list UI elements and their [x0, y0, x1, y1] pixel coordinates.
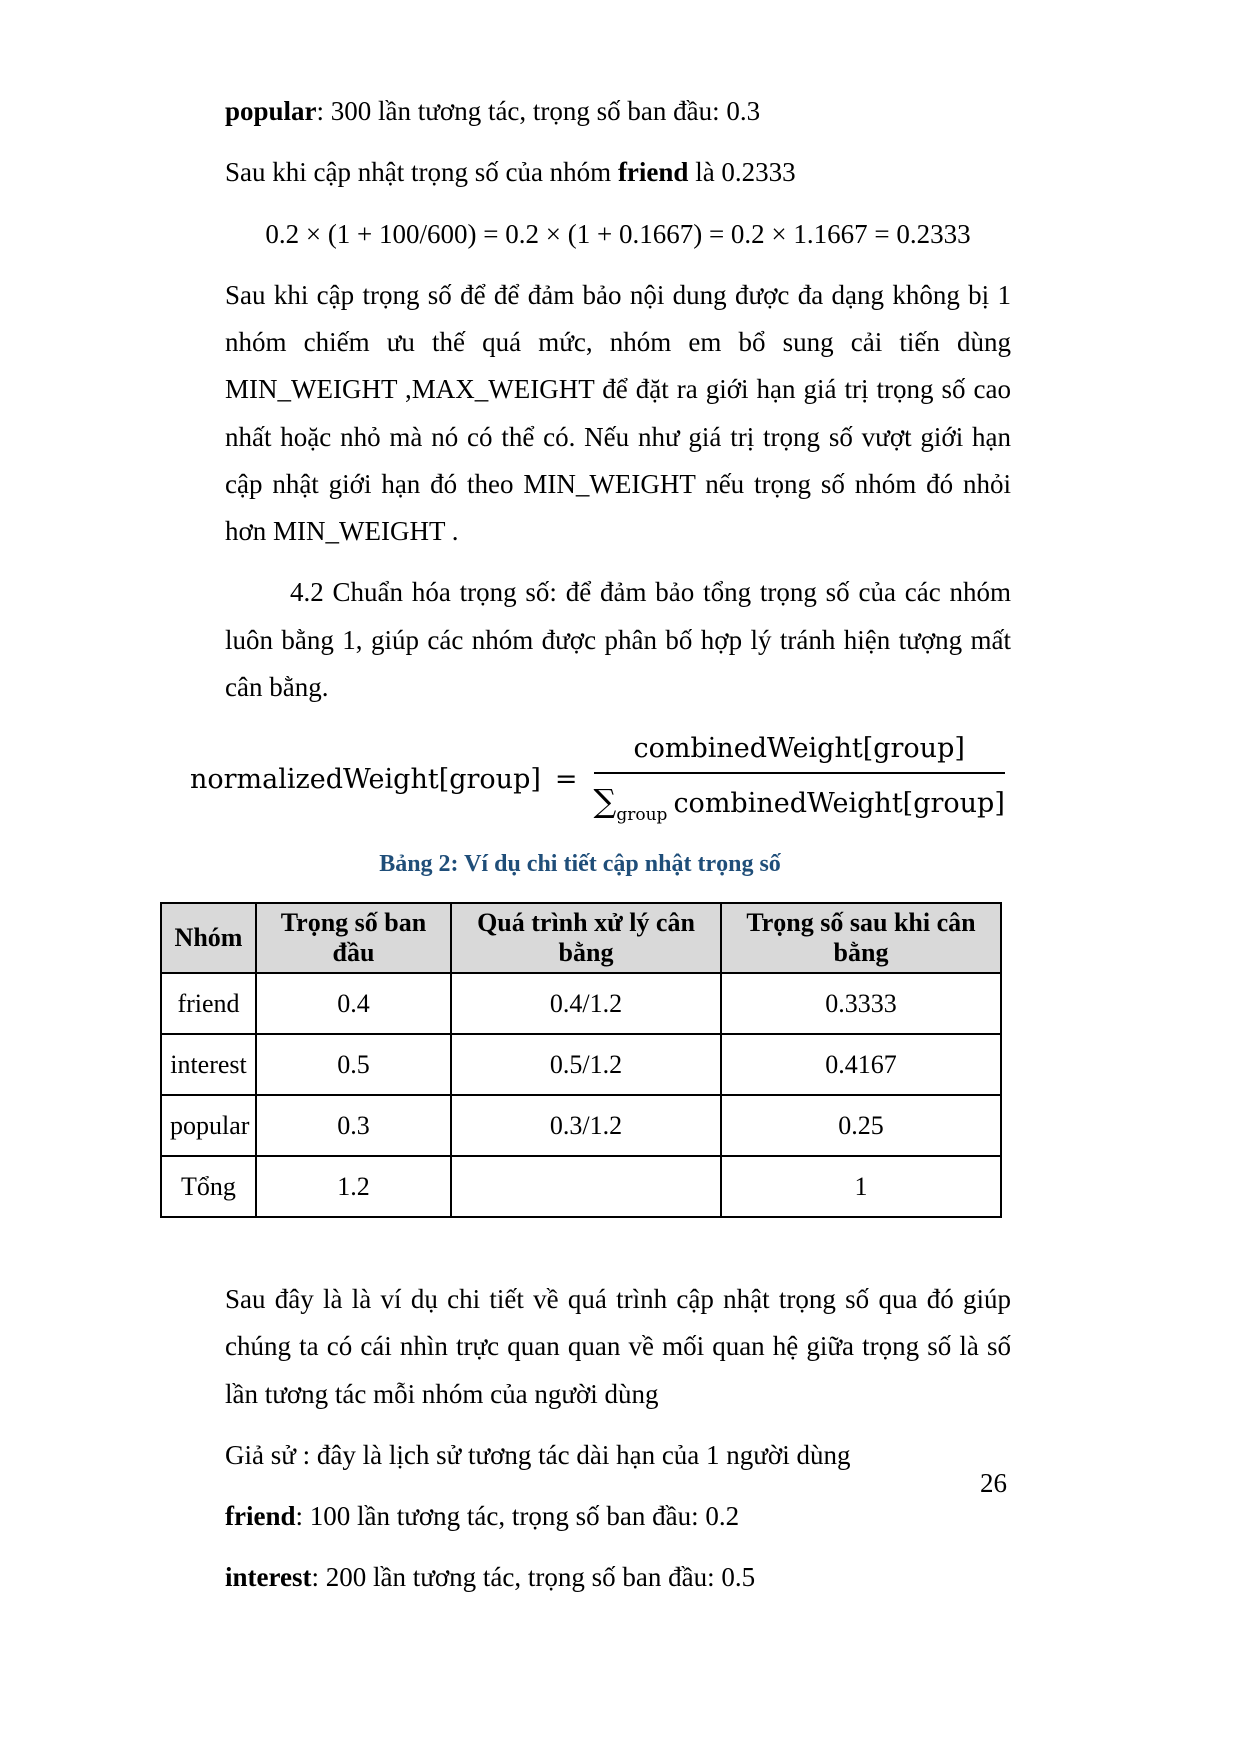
- table-caption: Bảng 2: Ví dụ chi tiết cập nhật trọng số: [379, 851, 781, 877]
- paragraph-interest: [225, 1554, 1011, 1601]
- table-cell: 1.2: [256, 1156, 451, 1217]
- table-header-initial-weight: Trọng số ban đầu: [256, 903, 451, 973]
- formula-denominator: [594, 774, 1005, 825]
- popular-text: : 300 lần tương tác, trọng số ban đầu: 0.3: [316, 96, 761, 126]
- table-cell: 0.25: [721, 1095, 1001, 1156]
- body-text-lower: [225, 1276, 1011, 1602]
- interest-history-text: : 200 lần tương tác, trọng số ban đầu: 0.5: [311, 1562, 756, 1593]
- body-text: [225, 88, 1011, 711]
- bold-friend-label: friend: [617, 157, 689, 188]
- table-cell: 0.3: [256, 1095, 451, 1156]
- table-cell: friend: [161, 973, 256, 1034]
- denominator-text: combinedWeight[group]: [673, 788, 1005, 819]
- table-cell: 0.5/1.2: [451, 1034, 721, 1095]
- friend-history-text: : 100 lần tương tác, trọng số ban đầu: 0.2: [295, 1501, 740, 1531]
- table-header-row: [161, 903, 1001, 973]
- formula-fraction: [594, 733, 1005, 825]
- paragraph-friend-update: [225, 149, 1011, 196]
- paragraph-friend: [225, 1493, 1011, 1540]
- bold-interest-history-label: interest: [225, 1562, 312, 1593]
- formula-equals: =: [554, 763, 578, 795]
- sigma-subscript: group: [616, 805, 668, 825]
- paragraph-normalize: 4.2 Chuẩn hóa trọng số: để đảm bảo tổng trọng số của các nhóm luôn bằng 1, giúp các nhóm được phân bố hợp lý tránh hiện tượng mất cân bằng.: [225, 577, 1011, 702]
- table-cell: 1: [721, 1156, 1001, 1217]
- table-cell: 0.4: [256, 973, 451, 1034]
- paragraph-example: Sau đây là là ví dụ chi tiết về quá trình cập nhật trọng số qua đó giúp chúng ta có cái nhìn trực quan quan về mối quan hệ giữa trọng số là số lần tương tác mỗi nhóm của người dùng: [225, 1284, 1011, 1409]
- sigma-symbol: ∑: [593, 782, 617, 820]
- table-header-nhom: Nhóm: [161, 903, 256, 973]
- friend-update-pre: Sau khi cập nhật trọng số của nhóm: [225, 157, 618, 188]
- table-cell: 0.4167: [721, 1034, 1001, 1095]
- bold-friend-history-label: friend: [225, 1501, 296, 1531]
- table-cell: [451, 1156, 721, 1217]
- formula-normalized-weight: [190, 733, 1241, 825]
- weights-table: [160, 902, 1002, 1218]
- paragraph-assume: Giả sử : đây là lịch sử tương tác dài hạn của 1 người dùng: [225, 1439, 851, 1470]
- table-cell: 0.3/1.2: [451, 1095, 721, 1156]
- table-cell: Tổng: [161, 1156, 256, 1217]
- formula-lhs: normalizedWeight[group]: [190, 763, 541, 795]
- table-row-friend: [161, 973, 1001, 1034]
- table-header-process: Quá trình xử lý cân bằng: [451, 903, 721, 973]
- table-row-popular: [161, 1095, 1001, 1156]
- table-cell: interest: [161, 1034, 256, 1095]
- inline-equation: 0.2 × (1 + 100/600) = 0.2 × (1 + 0.1667) = 0.2 × 1.1667 = 0.2333: [265, 218, 971, 249]
- friend-update-post: là 0.2333: [688, 157, 796, 188]
- table-cell: popular: [161, 1095, 256, 1156]
- table-cell: 0.5: [256, 1034, 451, 1095]
- table-row-interest: [161, 1034, 1001, 1095]
- table-header-after-weight: Trọng số sau khi cân bằng: [721, 903, 1001, 973]
- table-cell: 0.3333: [721, 973, 1001, 1034]
- paragraph-min-weight: Sau khi cập trọng số để để đảm bảo nội dung được đa dạng không bị 1 nhóm chiếm ưu thế quá mức, nhóm em bổ sung cải tiến dùng MIN_WEIGHT ,MAX_WEIGHT để đặt ra giới hạn giá trị trọng số cao nhất hoặc nhỏ mà nó có thể có. Nếu như giá trị trọng số vượt giới hạn cập nhật giới hạn đó theo MIN_WEIGHT nếu trọng số nhóm đó nhỏi hơn MIN_WEIGHT .: [225, 279, 1011, 546]
- table-row-total: [161, 1156, 1001, 1217]
- page-number: 26: [980, 1468, 1007, 1498]
- table-cell: 0.4/1.2: [451, 973, 721, 1034]
- bold-popular-label: popular: [225, 96, 317, 126]
- formula-numerator: combinedWeight[group]: [594, 733, 1005, 774]
- paragraph-popular: [225, 88, 1011, 135]
